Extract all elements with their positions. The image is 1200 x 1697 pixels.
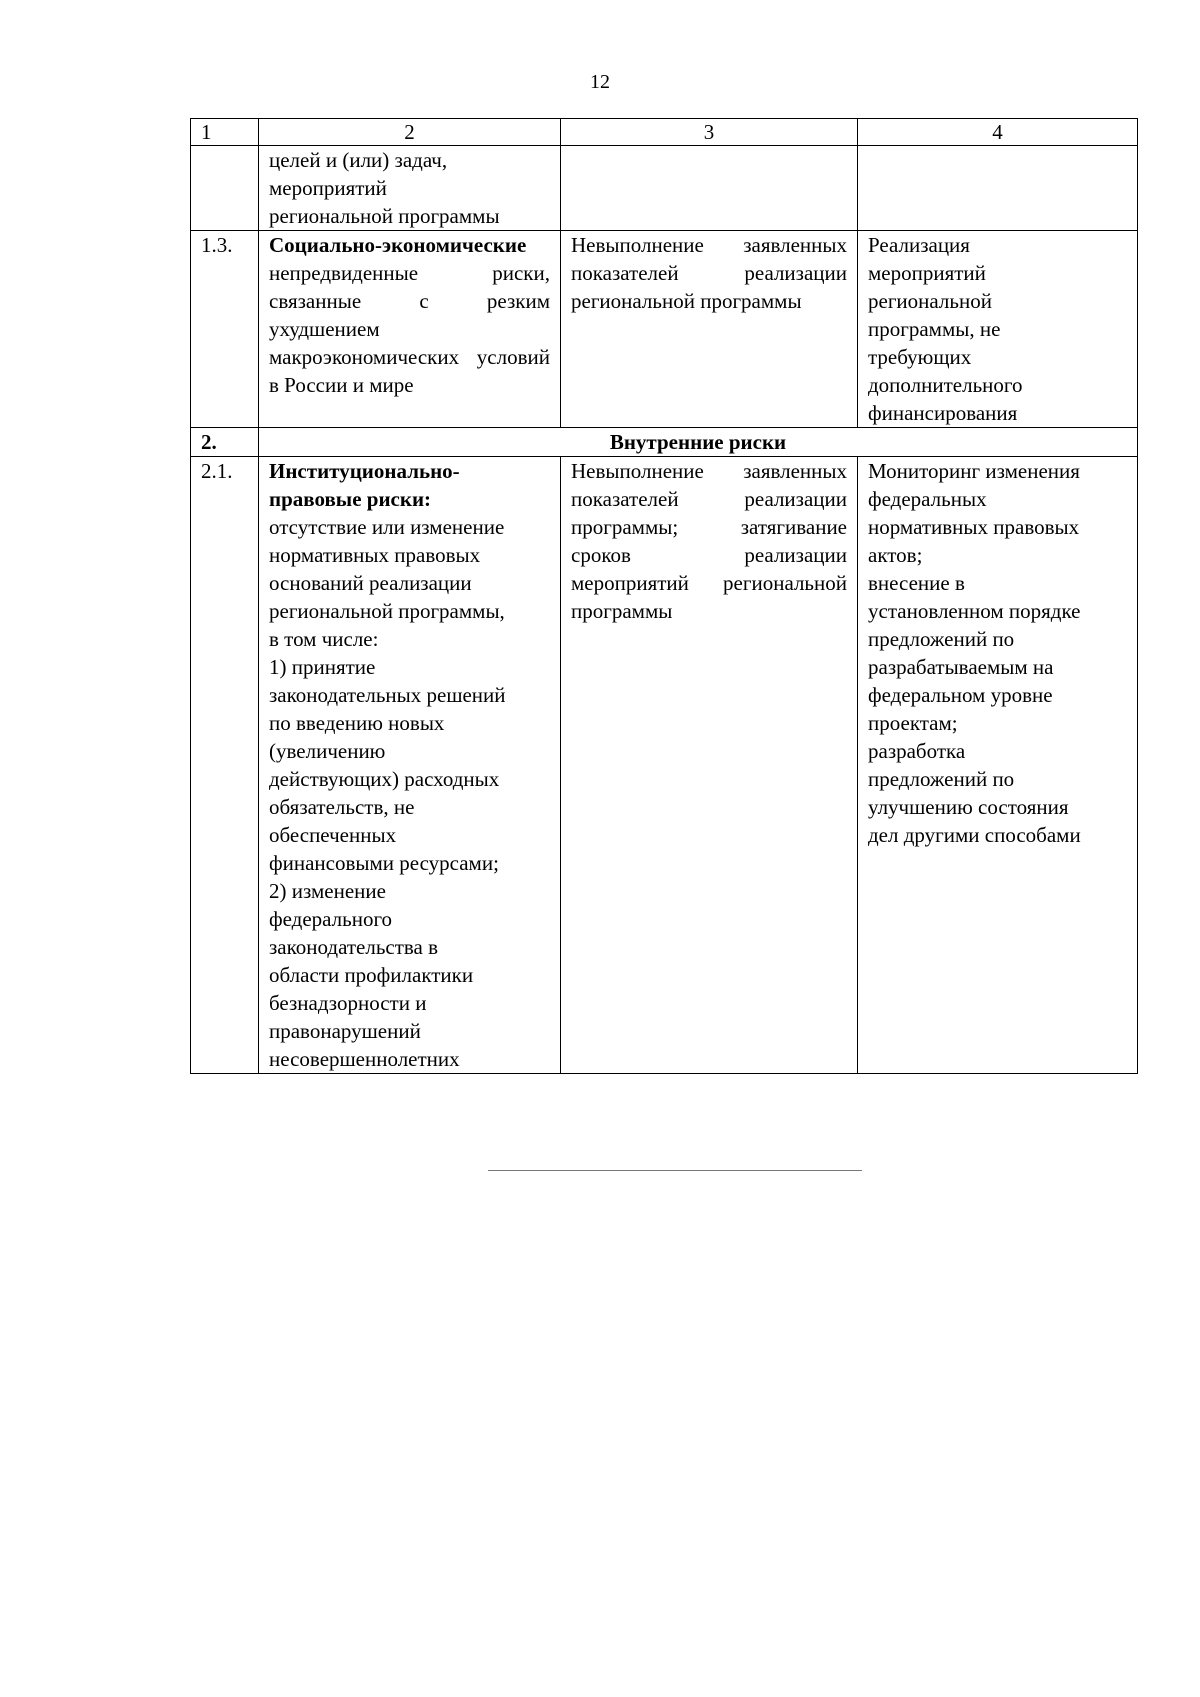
header-cell-3: 3 bbox=[561, 119, 858, 146]
table-row bbox=[191, 146, 1138, 231]
text-line: области профилактики bbox=[269, 963, 474, 987]
text-line: актов; bbox=[868, 543, 923, 567]
text-line: внесение в bbox=[868, 571, 965, 595]
table-header-row bbox=[191, 119, 1138, 146]
text-line: разрабатываемым на bbox=[868, 655, 1054, 679]
table-row bbox=[191, 231, 1138, 428]
section-number: 2. bbox=[191, 428, 259, 457]
text-line: действующих) расходных bbox=[269, 767, 500, 791]
text-line: установленном порядке bbox=[868, 599, 1081, 623]
consequence-cell: Невыполнение заявленных показателей реализации региональной программы bbox=[561, 231, 858, 428]
risk-title: Институционально-правовые риски: bbox=[269, 459, 460, 511]
risk-description-cell bbox=[259, 457, 561, 1074]
text-line: дел другими способами bbox=[868, 823, 1081, 847]
measures-cell bbox=[858, 457, 1138, 1074]
risk-title: Социально-экономические bbox=[269, 233, 527, 257]
text-line: мероприятий bbox=[868, 261, 986, 285]
text-line: Мониторинг изменения bbox=[868, 459, 1080, 483]
text-line: целей и (или) задач, bbox=[269, 148, 448, 172]
consequence-cell bbox=[561, 146, 858, 231]
header-cell-2: 2 bbox=[259, 119, 561, 146]
text-line: программы, не bbox=[868, 317, 1001, 341]
row-number bbox=[191, 146, 259, 231]
text-line: нормативных правовых bbox=[269, 543, 481, 567]
end-separator-line bbox=[488, 1170, 862, 1171]
header-cell-1: 1 bbox=[191, 119, 259, 146]
text-line: правонарушений bbox=[269, 1019, 421, 1043]
text-line: федеральных bbox=[868, 487, 987, 511]
header-cell-4: 4 bbox=[858, 119, 1138, 146]
text-line: 1) принятие bbox=[269, 655, 376, 679]
text-line: оснований реализации bbox=[269, 571, 472, 595]
text-line: федеральном уровне bbox=[868, 683, 1053, 707]
row-number: 1.3. bbox=[191, 231, 259, 428]
text-line: несовершеннолетних bbox=[269, 1047, 460, 1071]
text-line: региональной bbox=[868, 289, 992, 313]
risk-text: непредвиденные риски, связанные с резким ухудшением макроэкономических условий в России и мире bbox=[269, 261, 550, 397]
measures-cell bbox=[858, 146, 1138, 231]
row-number: 2.1. bbox=[191, 457, 259, 1074]
text-line: разработка bbox=[868, 739, 966, 763]
text-line: мероприятий bbox=[269, 176, 387, 200]
text-line: безнадзорности и bbox=[269, 991, 427, 1015]
text-line: обеспеченных bbox=[269, 823, 397, 847]
section-title: Внутренние риски bbox=[259, 428, 1138, 457]
page-number: 12 bbox=[590, 71, 610, 93]
text-line: проектам; bbox=[868, 711, 958, 735]
risk-table bbox=[190, 118, 1138, 1074]
text-line: улучшению состояния bbox=[868, 795, 1069, 819]
text-line: законодательных решений bbox=[269, 683, 506, 707]
text-line: федерального bbox=[269, 907, 393, 931]
text-line: 2) изменение bbox=[269, 879, 386, 903]
consequence-cell: Невыполнение заявленных показателей реализации программы; затягивание сроков реализации мероприятий региональной программы bbox=[561, 457, 858, 1074]
text-line: по введению новых bbox=[269, 711, 445, 735]
text-line: обязательств, не bbox=[269, 795, 415, 819]
text-line: региональной программы bbox=[269, 204, 500, 228]
text-line: законодательства в bbox=[269, 935, 439, 959]
table-row bbox=[191, 457, 1138, 1074]
text-line: в том числе: bbox=[269, 627, 379, 651]
text-line: нормативных правовых bbox=[868, 515, 1080, 539]
risk-description-cell bbox=[259, 146, 561, 231]
text-line: предложений по bbox=[868, 627, 1015, 651]
text-line: требующих bbox=[868, 345, 972, 369]
section-row bbox=[191, 428, 1138, 457]
text-line: (увеличению bbox=[269, 739, 386, 763]
text-line: отсутствие или изменение bbox=[269, 515, 505, 539]
text-line: Реализация bbox=[868, 233, 970, 257]
risk-description-cell bbox=[259, 231, 561, 428]
text-line: финансирования bbox=[868, 401, 1018, 425]
text-line: предложений по bbox=[868, 767, 1015, 791]
text-line: финансовыми ресурсами; bbox=[269, 851, 499, 875]
measures-cell bbox=[858, 231, 1138, 428]
text-line: дополнительного bbox=[868, 373, 1023, 397]
text-line: региональной программы, bbox=[269, 599, 505, 623]
